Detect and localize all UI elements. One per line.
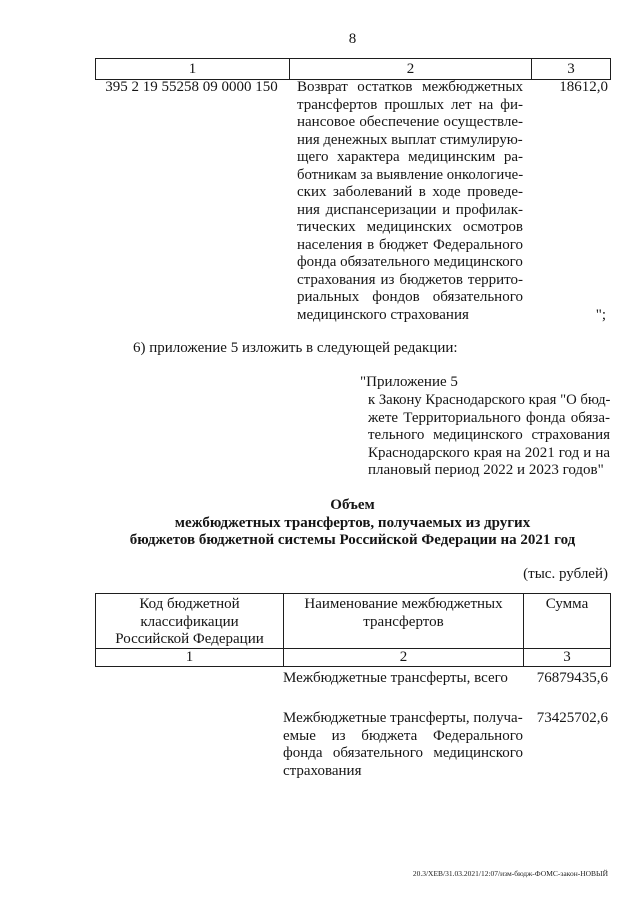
row-name-line: страхования <box>283 762 362 779</box>
units-label: (тыс. рублей) <box>523 566 608 582</box>
appendix-line: Краснодарского края на 2021 год и на <box>368 444 610 461</box>
table1-column-number-2: 2 <box>289 59 531 79</box>
header-line: классификации <box>140 613 239 630</box>
table1-amount: 18612,0 <box>559 79 608 95</box>
transfer-name-line: тических медицинских осмотров <box>297 219 523 235</box>
appendix-line: к Закону Краснодарского края "О бюд- <box>368 392 611 408</box>
table2-column-number-1: 1 <box>185 649 194 665</box>
table1-budget-code: 395 2 19 55258 09 0000 150 <box>105 79 278 95</box>
table2-row-federal-name <box>283 710 523 780</box>
header-line: трансфертов <box>363 613 444 630</box>
transfer-name-line: населения в бюджет Федерального <box>297 236 523 253</box>
table1-column-number-1: 1 <box>188 61 197 77</box>
appendix-line: тельного медицинского страхования <box>368 427 610 443</box>
table1-closing-quote: "; <box>595 306 606 323</box>
transfer-name-line: трансфертов прошлых лет на фи- <box>297 96 523 113</box>
column-header-budget-code <box>96 594 283 648</box>
appendix-line: жете Территориального фонда обяза- <box>368 409 610 426</box>
table1-column-number-3: 3 <box>531 59 610 79</box>
table-title-line: бюджетов бюджетной системы Российской Федерации на 2021 год <box>129 532 576 548</box>
amendment-item-6: 6) приложение 5 изложить в следующей редакции: <box>133 340 458 356</box>
table2-column-numbers <box>96 649 610 666</box>
table2-row-federal-amount: 73425702,6 <box>536 710 608 726</box>
transfer-name-line: Возврат остатков межбюджетных <box>297 79 523 95</box>
row-name-line: Межбюджетные трансферты, всего <box>283 670 508 686</box>
table2-column-number-2: 2 <box>283 649 523 666</box>
header-line: Сумма <box>545 596 589 612</box>
table2-header <box>95 593 611 667</box>
transfer-name-line: нансовое обеспечение осуществле- <box>297 114 523 130</box>
transfer-name-line: медицинского страхования <box>297 306 469 323</box>
transfer-name-line: ботникам за выявление онкологиче- <box>297 166 524 183</box>
row-name-line: емые из бюджета Федерального <box>283 727 523 744</box>
transfer-name-line: щего характера медицинским ра- <box>297 149 523 165</box>
transfer-name-line: ния диспансеризации и профилак- <box>297 201 523 218</box>
row-name-line: фонда обязательного медицинского <box>283 745 523 761</box>
header-line: Наименование межбюджетных <box>304 596 503 612</box>
page-number: 8 <box>348 31 357 47</box>
table2-column-headers <box>96 594 610 649</box>
table2-column-number-3: 3 <box>523 649 610 666</box>
transfer-name-line: ских заболеваний в ходе проведе- <box>297 184 523 200</box>
transfer-name-line: ния денежных выплат стимулирую- <box>297 131 523 148</box>
row-name-line: Межбюджетные трансферты, получа- <box>283 710 523 726</box>
transfer-name-line: страхования из бюджетов террито- <box>297 271 523 288</box>
appendix-line: плановый период 2022 и 2023 годов" <box>368 462 604 478</box>
document-footer-code: 20.3/ХЕВ/31.03.2021/12:07/изм-бюдж-ФОМС-закон-НОВЫЙ <box>412 869 608 878</box>
table1-header-row <box>95 58 611 80</box>
appendix-reference <box>368 392 610 480</box>
header-line: Код бюджетной <box>139 596 240 612</box>
table2-row-total-name <box>283 670 523 688</box>
header-line: Российской Федерации <box>115 631 264 647</box>
column-header-transfer-name <box>283 594 523 648</box>
transfer-name-line: фонда обязательного медицинского <box>297 254 523 270</box>
column-header-amount <box>523 594 610 648</box>
table2-row-total-amount: 76879435,6 <box>536 670 608 686</box>
table-title-line: Объем <box>330 497 375 513</box>
table-title-line: межбюджетных трансфертов, получаемых из других <box>174 514 531 531</box>
appendix-title: "Приложение 5 <box>360 374 458 390</box>
table-title <box>95 497 610 550</box>
table1-transfer-name <box>297 79 523 324</box>
transfer-name-line: риальных фондов обязательного <box>297 289 523 305</box>
